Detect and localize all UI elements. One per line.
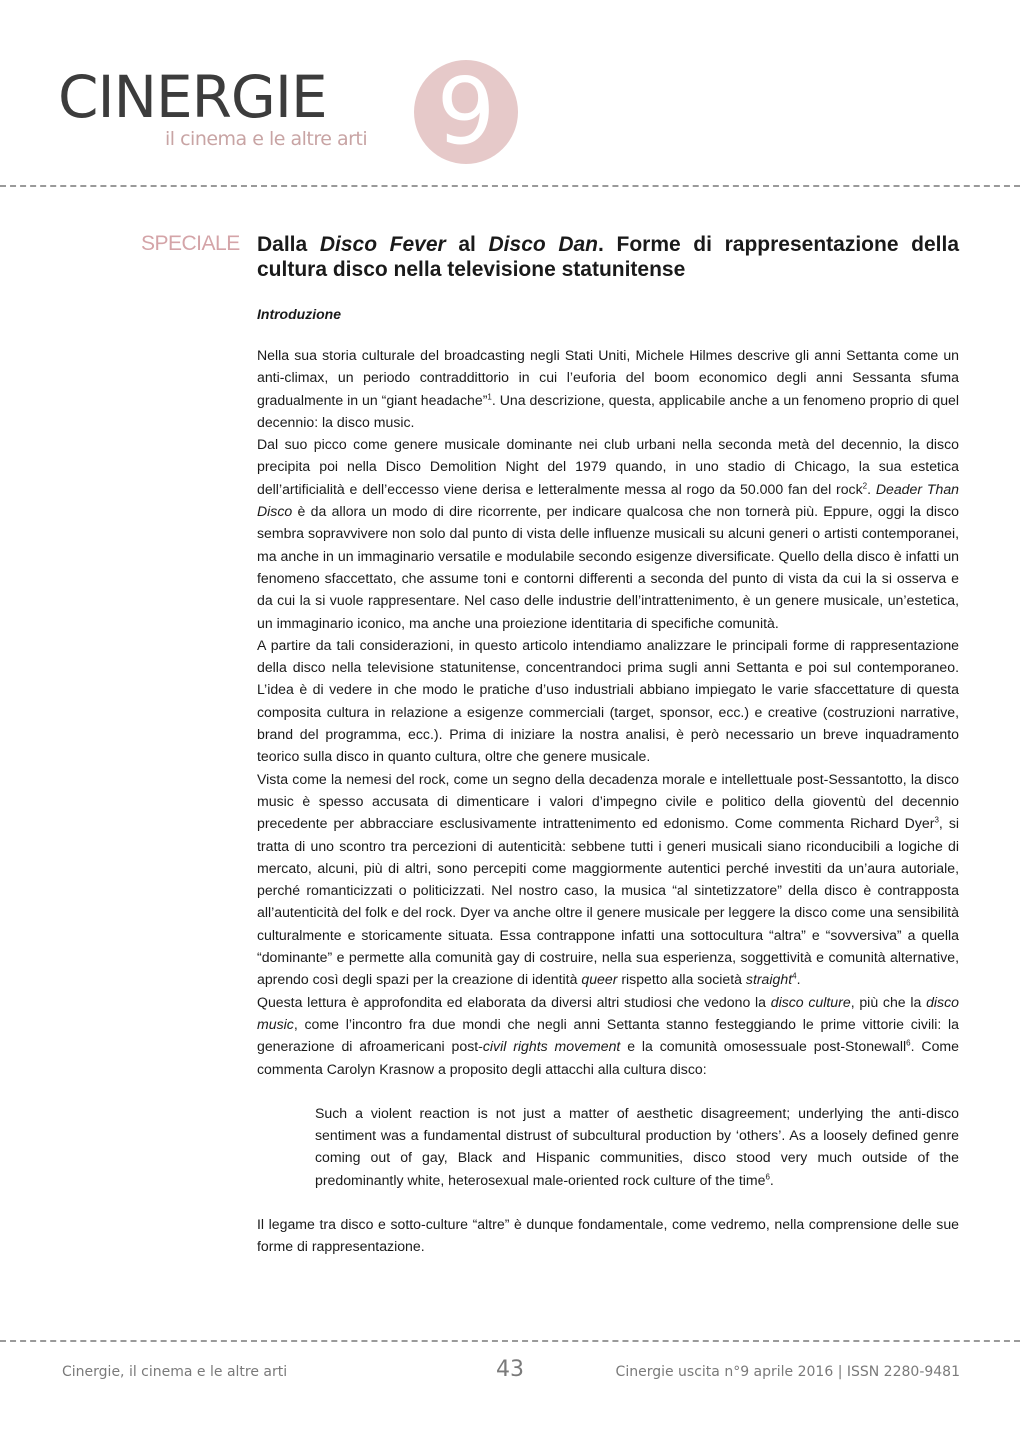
paragraph	[257, 634, 959, 768]
text-run: Dal suo picco come genere musicale dominante nei club urbani nella seconda metà del decennio, la disco precipita poi nella Disco Demolition Night del 1979 quando, in uno stadio di Chicago, la sua estetica dell’artificialità e dell’eccesso viene derisa e letteralmente messa al rogo da 50.000 fan del rock	[257, 436, 959, 497]
header-divider	[0, 185, 1020, 187]
title-part: . Forme di rappresentazione della cultura disco nella televisione statunitense	[257, 233, 959, 281]
text-run: , si tratta di uno scontro tra percezioni di autenticità: sebbene tutti i generi musicali siano riconducibili a logiche di mercato, alcuni, più di altri, sono percepiti come maggiormente autentici perché investiti da un’aura autoriale, perché romanticizzati o politicizzati. Nel nostro caso, la musica “al sintetizzatore” della disco è contrapposta all’autenticità del folk e del rock. Dyer va anche oltre il genere musicale per leggere la disco come una sensibilità culturalmente e storicamente situata. Essa contrappone infatti una sottocultura “altra” e “sovversiva” a quella “dominante” e permette alla comunità gay di costruire, nella sua esperienza, soggettività e comunità alternative, aprendo così degli spazi per la creazione di identità	[257, 815, 959, 988]
text-run: Il legame tra disco e sotto-culture “altre” è dunque fondamentale, come vedremo, nella comprensione delle sue forme di rappresentazione.	[257, 1215, 959, 1255]
logo-issue-number: 9	[436, 58, 496, 165]
text-run: rispetto alla società	[617, 971, 746, 988]
footer-divider	[0, 1340, 1020, 1342]
text-run: è da allora un modo di dire ricorrente, per indicare qualcosa che non tornerà più. Eppure, oggi la disco sembra sopravvivere non solo dal punto di vista delle influenze musicali su alcuni generi o artisti contemporanei, ma anche in un immaginario versatile e modulabile secondo esigenze diversificate. Quello della disco è infatti un fenomeno sfaccettato, che assume toni e contorni differenti a seconda del punto di vista da cui la si osserva e da cui la si vuole rappresentare. Nel caso delle industrie dell’intrattenimento, è un genere musicale, un’estetica, un immaginario iconico, ma anche una proiezione identitaria di specifiche comunità.	[257, 503, 959, 631]
paragraph	[257, 768, 959, 991]
paragraph	[257, 344, 959, 433]
text-run: , più che la	[850, 993, 927, 1010]
article-body	[257, 344, 959, 1258]
footnote-ref: 6	[765, 1172, 770, 1181]
text-italic: disco culture	[770, 993, 851, 1010]
title-italic: Disco Dan	[488, 233, 599, 256]
title-italic: Disco Fever	[319, 233, 446, 256]
title-part: al	[445, 233, 489, 256]
text-run: A partire da tali considerazioni, in questo articolo intendiamo analizzare le principali forme di rappresentazione della disco nella televisione statunitense, concentrandoci prima sugli anni Settanta e poi sul contemporaneo. L’idea è di vedere in che modo le pratiche d’uso industriali abbiano impiegato le varie sfaccettature di questa composita cultura in relazione a esigenze commerciali (target, sponsor, ecc.) e creative (costruzioni narrative, brand del programma, ecc.). Prima di iniziare la nostra analisi, è però necessario un breve inquadramento teorico sulla disco in quanto cultura, oltre che genere musicale.	[257, 636, 959, 765]
text-run: Nella sua storia culturale del broadcasting negli Stati Uniti, Michele Hilmes descrive gli anni Settanta come un anti-climax, un periodo contraddittorio in cui l’euforia del boom economico degli anni Sessanta sfuma gradualmente in un “giant headache”	[257, 347, 959, 408]
footer-journal-name: Cinergie, il cinema e le altre arti	[62, 1364, 288, 1380]
logo-tagline: il cinema e le altre arti	[165, 128, 368, 150]
text-italic: Deader Than Disco	[257, 480, 959, 520]
footer-issue-info: Cinergie uscita n°9 aprile 2016 | ISSN 2280-9481	[615, 1364, 960, 1380]
footnote-ref: 2	[862, 481, 868, 491]
text-italic: straight	[745, 971, 793, 988]
text-run: .	[867, 480, 876, 497]
text-run: .	[769, 1171, 774, 1188]
section-label: SPECIALE	[141, 232, 240, 255]
page-number: 43	[496, 1357, 524, 1382]
paragraph	[257, 1213, 959, 1258]
section-subheading: Introduzione	[257, 306, 341, 322]
text-run: Questa lettura è approfondita ed elaborata da diversi altri studiosi che vedono la	[257, 993, 771, 1010]
block-quote	[315, 1102, 959, 1191]
text-italic: queer	[581, 971, 618, 988]
journal-logo	[58, 60, 518, 170]
text-run: .	[796, 971, 801, 988]
logo-wordmark: CINERGIE	[58, 63, 327, 131]
footnote-ref: 3	[934, 815, 939, 825]
paragraph	[257, 991, 959, 1080]
text-run: . Come commenta Carolyn Krasnow a proposito degli attacchi alla cultura disco:	[257, 1038, 959, 1077]
text-run: . Una descrizione, questa, applicabile anche a un fenomeno proprio di quel decennio: la disco music.	[257, 391, 960, 430]
title-part: Dalla	[257, 233, 320, 256]
text-italic: civil rights movement	[482, 1038, 621, 1055]
text-run: Vista come la nemesi del rock, come un segno della decadenza morale e intellettuale post-Sessantotto, la disco music è spesso accusata di dimenticare i valori d’impegno civile e politico della gioventù del decennio precedente per abbracciare esclusivamente intrattenimento ed edonismo. Come commenta Richard Dyer	[257, 770, 959, 832]
article-title	[257, 232, 959, 282]
text-italic: disco music	[257, 993, 959, 1032]
footnote-ref: 4	[792, 971, 797, 981]
footnote-ref: 1	[487, 391, 492, 401]
footnote-ref: 6	[906, 1038, 911, 1048]
text-run: Such a violent reaction is not just a matter of aesthetic disagreement; underlying the anti-disco sentiment was a fundamental distrust of subcultural production by ‘others’. As a loosely defined genre coming out of gay, Black and Hispanic communities, disco stood very much outside of the predominantly white, heterosexual male-oriented rock culture of the time	[315, 1104, 959, 1188]
paragraph	[257, 433, 959, 634]
text-run: , come l’incontro fra due mondi che negli anni Settanta stanno festeggiando le prime vittorie civili: la generazione di afroamericani post-	[257, 1015, 959, 1055]
text-run: e la comunità omosessuale post-Stonewall	[620, 1038, 907, 1055]
